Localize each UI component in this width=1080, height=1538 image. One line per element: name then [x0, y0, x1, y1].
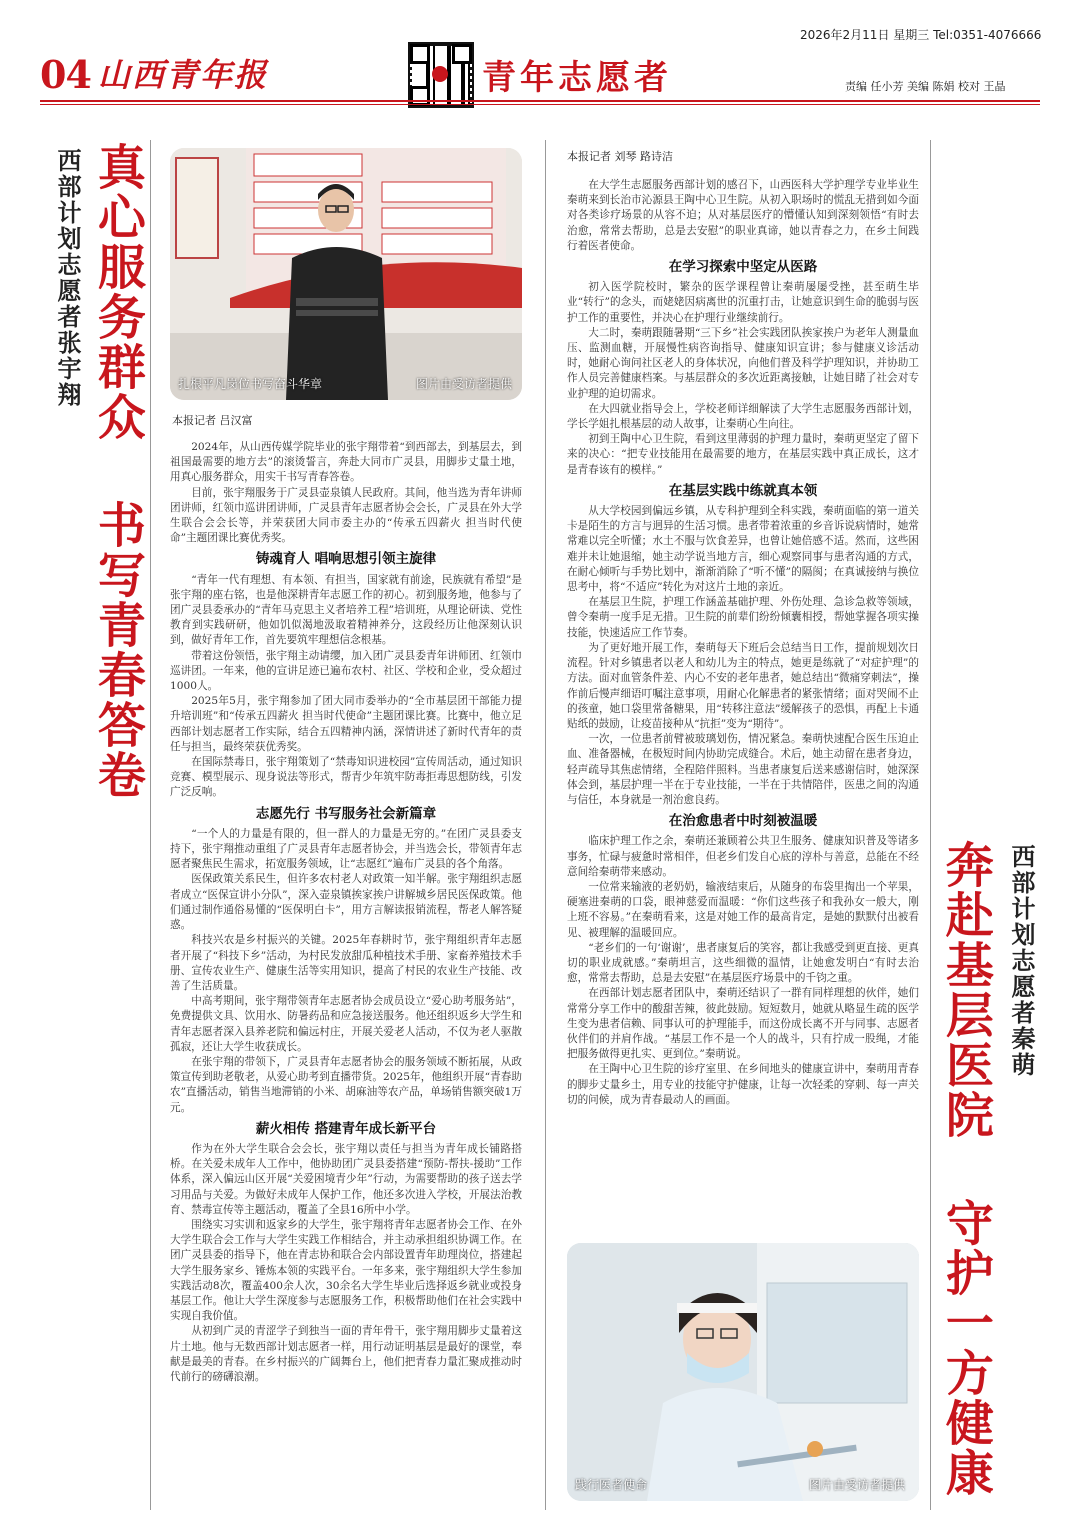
intro-paragraph: 目前，张宇翔服务于广灵县壶泉镇人民政府。其间，他当选为青年讲师团讲师，红领巾巡讲团讲师，广灵县青年志愿者协会会长，广灵县在外大学生联合会会长等，并荣获团大同市委主办的“传承五四薪火 担当时代使命”主题团课比赛优秀奖。 [170, 486, 522, 545]
right-article-headline: 奔赴基层医院 守护一方健康 [937, 840, 994, 1498]
body-paragraph: “一个人的力量是有限的，但一群人的力量是无穷的。”在团广灵县委支持下，张宇翔推动重组了广灵县青年志愿者协会，并当选会长，带领青年志愿者聚焦民生需求，拓宽服务领域，让“志愿红”遍布广灵县的各个角落。 [170, 827, 522, 871]
body-paragraph: 一位常来输液的老奶奶，输液结束后，从随身的布袋里掏出一个苹果，硬塞进秦萌的口袋，眼神慈爱而温暖：“你们这些孩子和我孙女一般大，刚上班不容易。”在秦萌看来，这是对她工作的最高肯定，是她的默默付出被看见、被理解的温暖回应。 [567, 880, 919, 939]
header-rule [40, 100, 1040, 102]
right-article-subtitle: 西部计划志愿者秦萌 [1007, 844, 1036, 1078]
body-paragraph: “青年一代有理想、有本领、有担当，国家就有前途，民族就有希望”是张宇翔的座右铭，也是他深耕青年志愿工作的初心。初到服务地，他参与了团广灵县委承办的“青年马克思主义者培养工程”培训班，从理论研读、党性教育到实践研研，他如饥似渴地汲取着精神养分，这段经历让他深刻认识到，做好青年工作，首先要筑牢理想信念根基。 [170, 573, 522, 647]
right-article-byline: 本报记者 刘琴 路诗洁 [567, 150, 673, 163]
nurse-scene-image [567, 1243, 919, 1501]
left-article-body [170, 440, 522, 1385]
header-rule-thin [40, 104, 1040, 105]
office-scene-image [170, 148, 522, 400]
photo-caption: 践行医者使命 [575, 1478, 648, 1492]
photo-caption: 扎根平凡岗位书写奋斗华章 [178, 377, 323, 391]
left-article-headline: 真心服务群众 书写青春答卷 [89, 142, 146, 800]
body-paragraph: 作为在外大学生联合会会长，张宇翔以责任与担当为青年成长铺路搭桥。在关爱未成年人工作中，他协助团广灵县委搭建“预防-帮扶-援助”工作体系，深入偏远山区开展“关爱困境青少年”行动，为需要帮助的孩子送去学习用品与关爱。为做好未成年人保护工作，他还多次进入学校，开展法治教育、禁毒宣传等主题活动，覆盖了全县16所中小学。 [170, 1142, 522, 1216]
date-line: 2026年2月11日 星期三 Tel:0351-4076666 [800, 28, 1042, 42]
body-paragraph: 初入医学院校时，繁杂的医学课程曾让秦萌屡屡受挫，甚至萌生毕业“转行”的念头，而姥姥因病离世的沉重打击，让她意识到生命的脆弱与医护工作的重要性，并决心在护理行业继续前行。 [567, 281, 919, 324]
section-heading: 铸魂育人 唱响思想引领主旋律 [255, 551, 437, 568]
section-heading: 在治愈患者中时刻被温暖 [668, 813, 818, 830]
right-article-body [567, 178, 919, 1108]
qr-code-icon [408, 42, 474, 108]
body-paragraph: 在国际禁毒日，张宇翔策划了“禁毒知识进校园”宣传周活动，通过知识竞赛、模型展示、现身说法等形式，帮青少年筑牢防毒拒毒思想防线，引发广泛反响。 [170, 756, 522, 799]
left-article-photo [170, 148, 522, 400]
body-paragraph: 从初到广灵的青涩学子到独当一面的青年骨干，张宇翔用脚步丈量着这片土地。他与无数西部计划志愿者一样，用行动证明基层是最好的课堂，奉献是最美的青春。在乡村振兴的广阔舞台上，他们把青春力量汇聚成推动时代前行的磅礴浪潮。 [170, 1325, 522, 1383]
section-heading: 薪火相传 搭建青年成长新平台 [255, 1120, 437, 1137]
body-paragraph: 一次，一位患者前臂被玻璃划伤，情况紧急。秦萌快速配合医生压迫止血、准备器械，在极短时间内协助完成缝合。术后，她主动留在患者身边，轻声疏导其焦虑情绪，全程陪伴照料。当患者康复后送来感谢信时，她深深体会到，基层护理一半在于专业技能，一半在于共情陪伴，医患之间的沟通与信任，本身就是一剂治愈良药。 [567, 733, 919, 806]
body-paragraph: 初到王陶中心卫生院，看到这里薄弱的护理力量时，秦萌更坚定了留下来的决心：“把专业技能用在最需要的地方，在基层实践中真正成长，这才是青春该有的模样。” [567, 433, 919, 476]
right-article-photo [567, 1243, 919, 1501]
body-paragraph: 在西部计划志愿者团队中，秦萌还结识了一群有同样理想的伙伴，她们常常分享工作中的酸甜苦辣，彼此鼓励。短短数月，她就从略显生疏的医学生变为患者信赖、同事认可的护理能手，而这份成长离不开与同事、志愿者伙伴们的并肩作战。“基层工作不是一个人的战斗，只有拧成一股绳，才能把服务做得更扎实、更到位。”秦萌说。 [567, 987, 919, 1061]
body-paragraph: 2025年5月，张宇翔参加了团大同市委举办的“全市基层团干部能力提升培训班”和“传承五四薪火 担当时代使命”主题团课比赛。比赛中，他立足西部计划志愿者工作实际，结合五四精神内涵，深情讲述了新时代青年的责任与担当，最终荣获优秀奖。 [170, 695, 522, 753]
body-paragraph: 中高考期间，张宇翔带领青年志愿者协会成员设立“爱心助考服务站”，免费提供文具、饮用水、防暑药品和应急接送服务。他还组织返乡大学生和青年志愿者深入县养老院和偏远村庄，开展关爱老人活动，不仅为老人驱散孤寂，还让大学生收获成长。 [170, 995, 522, 1053]
section-heading: 志愿先行 书写服务社会新篇章 [255, 805, 437, 822]
intro-paragraph: 2024年，从山西传媒学院毕业的张宇翔带着“到西部去，到基层去，到祖国最需要的地方去”的滚烫誓言，奔赴大同市广灵县，用脚步丈量土地，用真心服务群众，用实干书写青春答卷。 [170, 441, 522, 484]
body-paragraph: 在大四就业指导会上，学校老师详细解读了大学生志愿服务西部计划，学长学姐扎根基层的动人故事，让秦萌心生向往。 [567, 402, 919, 431]
article-divider [545, 140, 546, 1510]
column-divider [930, 140, 931, 1510]
newspaper-masthead: 山西青年报 [98, 56, 269, 94]
intro-paragraph: 在大学生志愿服务西部计划的感召下，山西医科大学护理学专业毕业生秦萌来到长治市沁源县王陶中心卫生院。从初入职场时的慌乱无措到如今面对各类诊疗场景的从容不迫；从对基层医疗的懵懂认知到深刻领悟“有时去治愈，常常去帮助，总是去安慰”的职业真谛，她以青春之力，在乡土间践行着医者使命。 [567, 179, 919, 252]
left-article-byline: 本报记者 吕汉富 [172, 414, 253, 427]
photo-credit: 图片由受访者提供 [808, 1478, 905, 1492]
body-paragraph: 临床护理工作之余，秦萌还兼顾着公共卫生服务、健康知识普及等诸多事务，忙碌与疲惫时常相伴，但老乡们发自心底的淳朴与善意，总能在不经意间给秦萌带来感动。 [567, 835, 919, 878]
editors-line: 责编 任小芳 美编 陈娟 校对 王晶 [845, 80, 1006, 93]
body-paragraph: 为了更好地开展工作，秦萌每天下班后会总结当日工作，提前规划次日流程。针对乡镇患者以老人和幼儿为主的特点，她更是练就了“对症护理”的方法。面对血管条件差、内心不安的老年患者，她总结出“微痛穿刺法”，操作前后慢声细语叮嘱注意事项，用耐心化解患者的紧张情绪；面对哭闹不止的孩童，她口袋里常备糖果，用“转移注意法”缓解孩子的恐惧，再配上卡通贴纸的鼓励，让疫苗接种从“抗拒”变为“期待”。 [567, 641, 919, 730]
body-paragraph: 在张宇翔的带领下，广灵县青年志愿者协会的服务领域不断拓展，从政策宣传到助老敬老，从爱心助考到直播带货。2025年，他组织开展“青春助农”直播活动，销售当地滞销的小米、胡麻油等农产品，单场销售额突破1万元。 [170, 1055, 522, 1114]
column-divider [150, 140, 151, 1510]
body-paragraph: 带着这份领悟，张宇翔主动请缨，加入团广灵县委青年讲师团、红领巾巡讲团。一年来，他的宣讲足迹已遍布农村、社区、学校和企业，受众超过1000人。 [170, 649, 522, 693]
body-paragraph: 大二时，秦萌跟随暑期“三下乡”社会实践团队挨家挨户为老年人测量血压、监测血糖，开展慢性病咨询指导、健康知识宣讲；参与健康义诊活动时，她耐心询问社区老人的身体状况，向他们普及科学护理知识，并协助工作人员完善健康档案。与基层群众的多次近距离接触，让她目睹了社会对专业护理的迫切需求。 [567, 326, 919, 400]
body-paragraph: “老乡们的一句‘谢谢’，患者康复后的笑容，都让我感受到更直接、更真切的职业成就感。”秦萌坦言，这些细微的温情，让她愈发明白“有时去治愈，常常去帮助，总是去安慰”在基层医疗场景中的千钧之重。 [567, 941, 919, 985]
body-paragraph: 在基层卫生院，护理工作涵盖基础护理、外伤处理、急诊急救等领域，曾令秦萌一度手足无措。卫生院的前辈们纷纷倾囊相授，帮她掌握各项实操技能，快速适应工作节奏。 [567, 596, 919, 639]
photo-credit: 图片由受访者提供 [415, 377, 512, 391]
section-heading: 在学习探索中坚定从医路 [668, 259, 818, 276]
section-title: 青年志愿者 [482, 58, 672, 98]
section-heading: 在基层实践中练就真本领 [668, 482, 818, 499]
left-article-subtitle: 西部计划志愿者张宇翔 [53, 148, 82, 408]
body-paragraph: 科技兴农是乡村振兴的关键。2025年春耕时节，张宇翔组织青年志愿者开展了“科技下乡”活动，为村民发放甜瓜种植技术手册、家畜养殖技术手册、宣传农业生产、健康生活等实用知识，提高了村民的农业生产技能、改善了生活质量。 [170, 934, 522, 992]
body-paragraph: 围绕实习实训和返家乡的大学生，张宇翔将青年志愿者协会工作、在外大学生联合会工作与大学生实践工作相结合，并主动承担组织协调工作。在团广灵县委的指导下，他在青志协和联合会内部设置青年助理岗位，搭建起大学生服务家乡、锤炼本领的实践平台。一年多来，张宇翔组织大学生参加实践活动8次，覆盖400余人次，30余名大学生毕业后选择返乡就业或投身基层工作。他让大学生深度参与志愿服务工作，积极帮助他们在社会实践中实现自我价值。 [170, 1218, 522, 1323]
body-paragraph: 在王陶中心卫生院的诊疗室里、在乡间地头的健康宣讲中，秦萌用青春的脚步丈量乡土，用专业的技能守护健康，让每一次轻柔的穿刺、每一声关切的问候，成为青春最动人的画面。 [567, 1063, 919, 1106]
page-number: 04 [40, 52, 91, 97]
body-paragraph: 从大学校园到偏远乡镇，从专科护理到全科实践，秦萌面临的第一道关卡是陌生的方言与迥异的生活习惯。患者带着浓重的乡音诉说病情时，她常常难以完全听懂；水土不服与饮食差异，也曾让她倍感不适。然而，这些困难并未让她退缩，她主动学说当地方言，细心观察同事与患者沟通的方式，在耐心倾听与手势比划中，渐渐消除了“听不懂”的隔阂；在真诚接纳与换位思考中，将“不适应”转化为对这片土地的亲近。 [567, 505, 919, 594]
body-paragraph: 医保政策关系民生，但许多农村老人对政策一知半解。张宇翔组织志愿者成立“医保宣讲小分队”，深入壶泉镇挨家挨户讲解城乡居民医保政策。他们通过制作通俗易懂的“医保明白卡”，用方言解读报销流程，帮老人解答疑惑。 [170, 873, 522, 932]
